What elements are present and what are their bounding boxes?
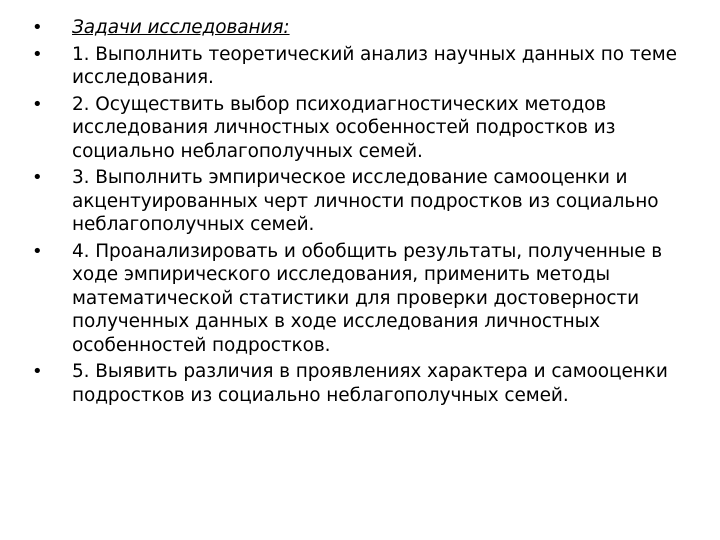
- list-item: [24, 166, 690, 237]
- list-item-text: 3. Выполнить эмпирическое исследование самооценки и акцентуированных черт личности подростков из социально неблагополучных семей.: [72, 167, 659, 235]
- list-item-text: 4. Проанализировать и обобщить результаты, полученные в ходе эмпирического исследования, применить методы математической статистики для проверки достоверности полученных данных в ходе исследования личностных особенностей подростков.: [72, 240, 663, 356]
- list-item-text: 2. Осуществить выбор психодиагностических методов исследования личностных особенностей подростков из социально неблагополучных семей.: [72, 93, 616, 162]
- section-heading: Задачи исследования:: [72, 17, 290, 38]
- bullet-icon: •: [32, 361, 43, 382]
- list-item: [24, 240, 690, 358]
- bullet-icon: •: [32, 43, 43, 65]
- list-item-heading: [24, 16, 690, 40]
- list-item: [24, 43, 690, 90]
- list-item: [24, 360, 690, 407]
- list-item-text: 1. Выполнить теоретический анализ научных данных по теме исследования.: [72, 43, 677, 88]
- bullet-icon: •: [32, 17, 43, 38]
- task-list: [24, 16, 690, 407]
- bullet-icon: •: [32, 240, 43, 262]
- bullet-icon: •: [32, 167, 43, 188]
- bullet-icon: •: [32, 93, 43, 115]
- list-item: [24, 93, 690, 164]
- list-item-text: 5. Выявить различия в проявлениях характера и самооценки подростков из социально неблагополучных семей.: [72, 361, 668, 406]
